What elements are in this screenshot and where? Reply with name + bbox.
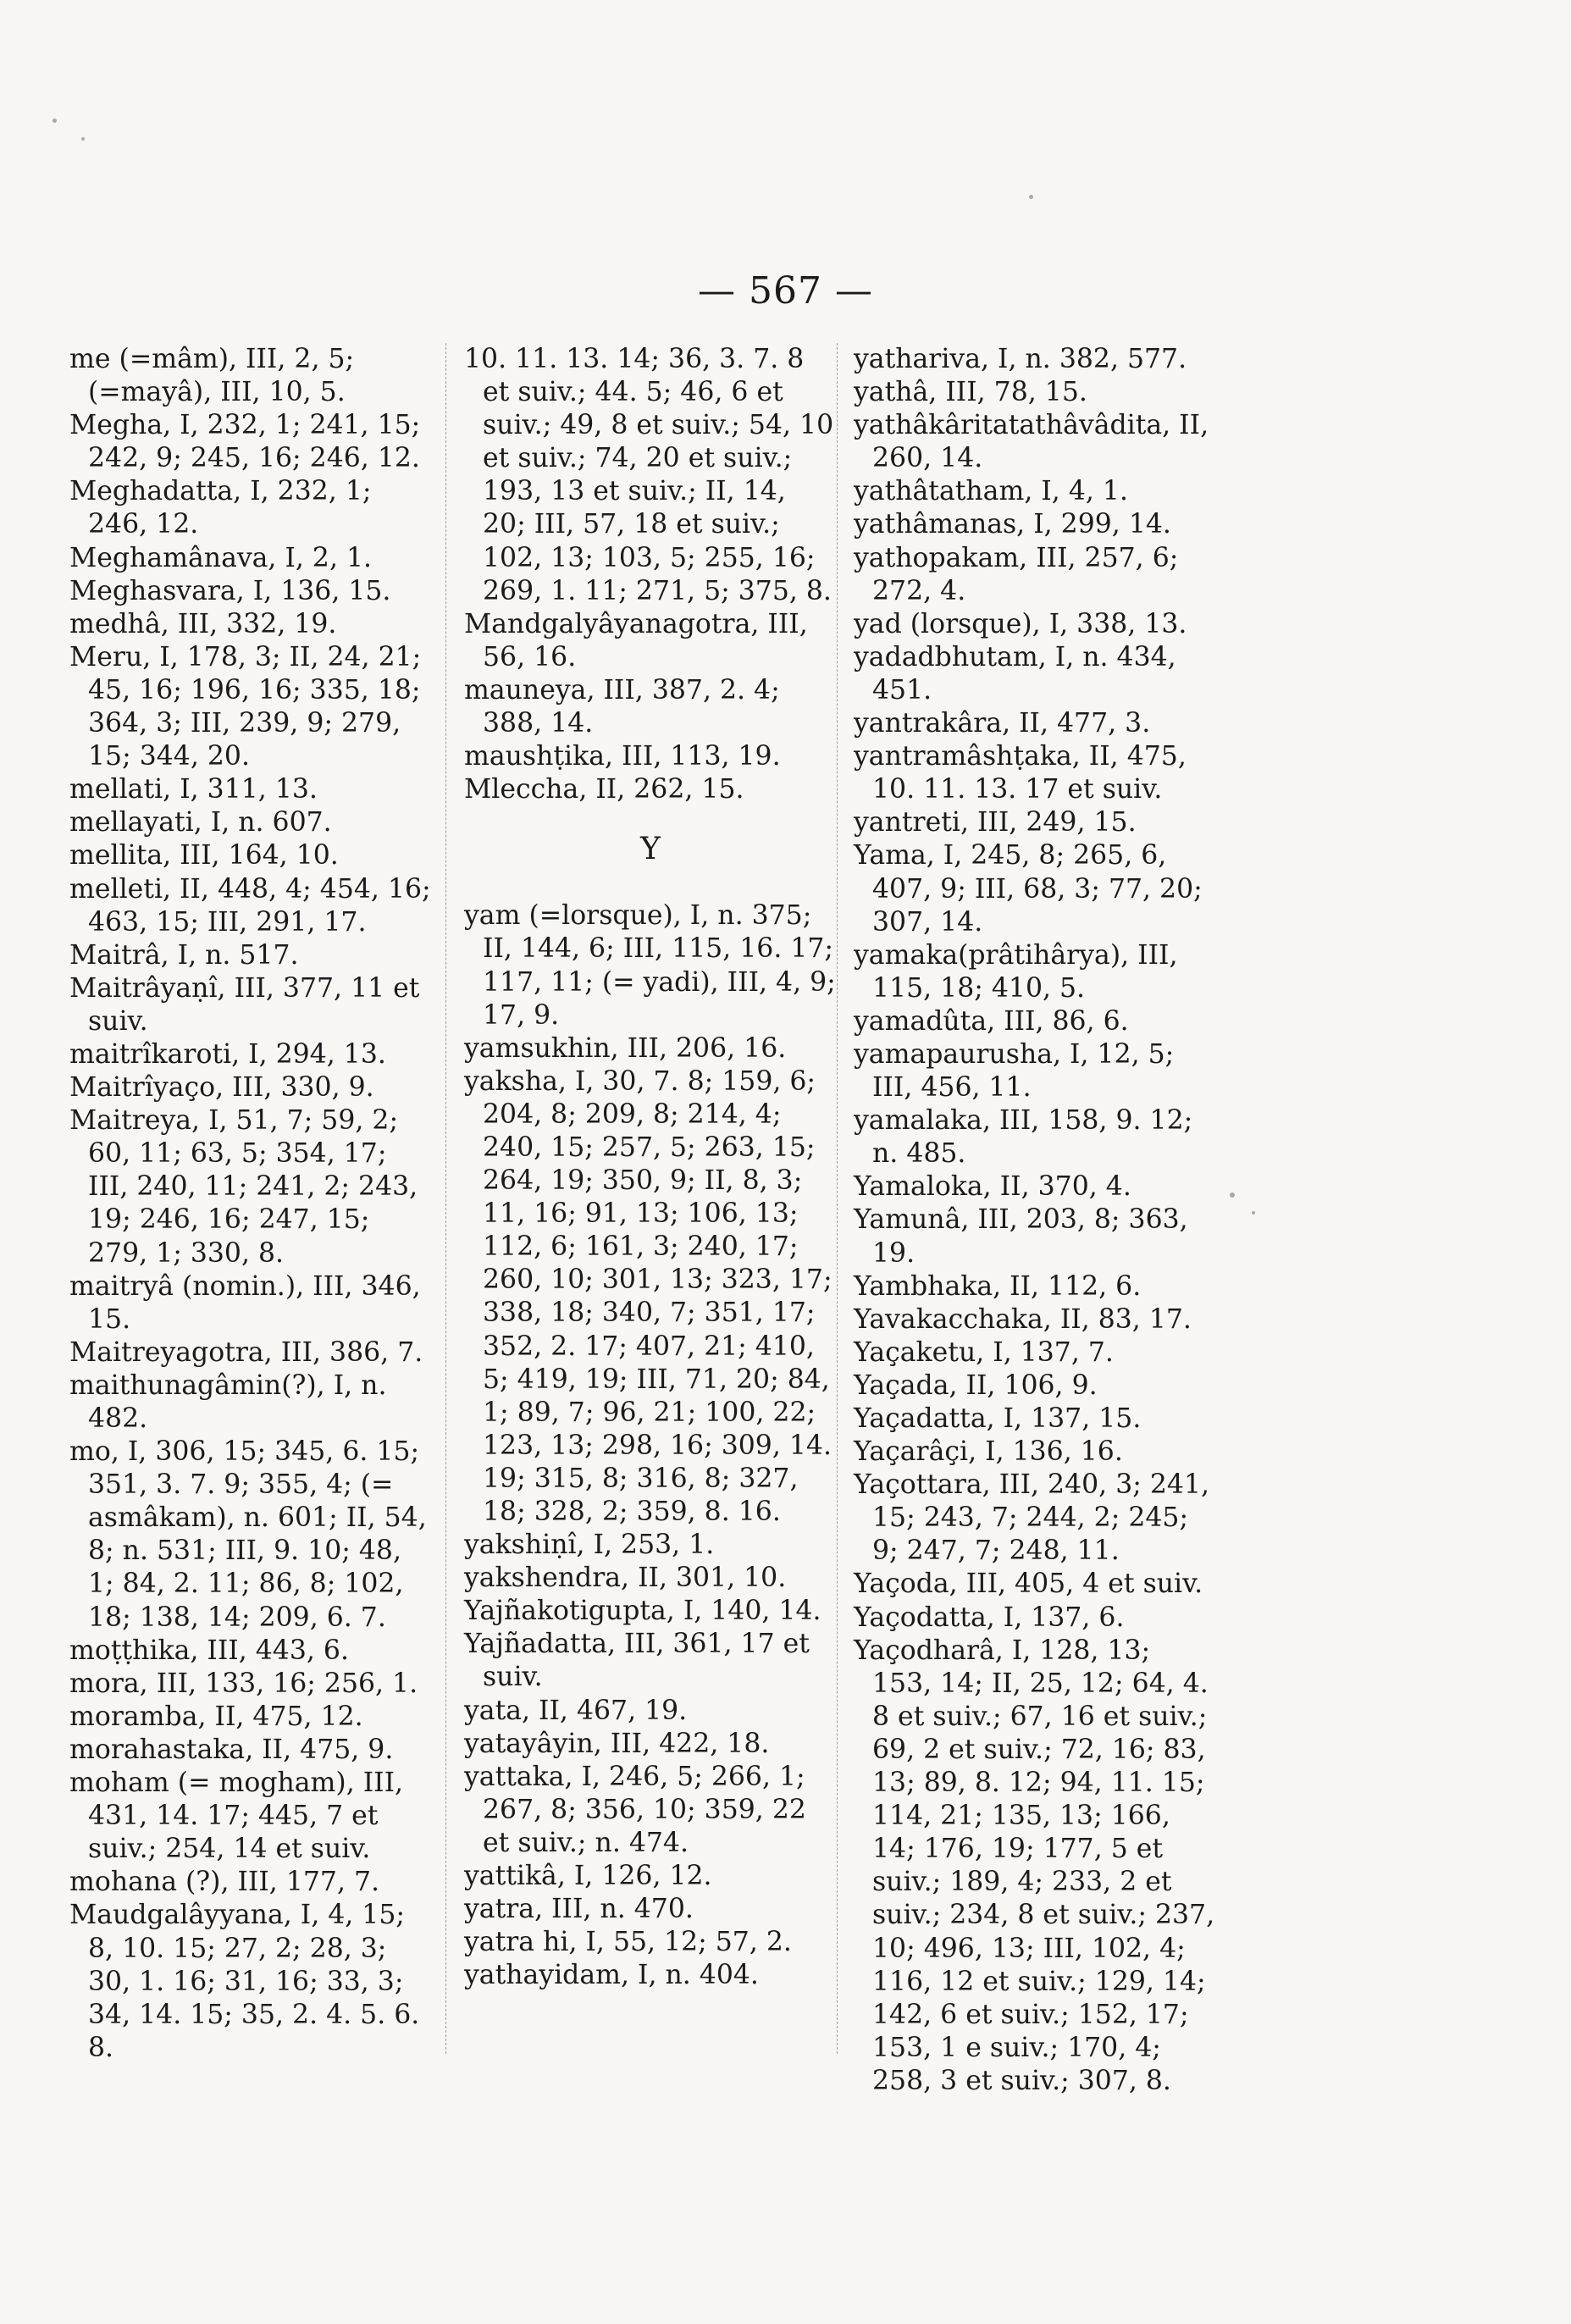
index-entry: medhâ, III, 332, 19. xyxy=(69,608,337,639)
scan-speck xyxy=(1252,1211,1255,1215)
index-entry: yantreti, III, 249, 15. xyxy=(854,807,1137,838)
index-entry: yattikâ, I, 126, 12. xyxy=(464,1861,712,1892)
index-entry: Maudgalâyyana, I, 4, 15; 8, 10. 15; 27, 2; 28, 3; 30, 1. 16; 31, 16; 33, 3; 34, 14. 15; 35, 2. 4. 5. 6. 8. xyxy=(69,1900,420,2063)
index-entry: Yaçaketu, I, 137, 7. xyxy=(854,1336,1114,1368)
scan-speck xyxy=(53,119,57,123)
index-entry: maitryâ (nomin.), III, 346, 15. xyxy=(69,1270,421,1335)
index-entry: moham (= mogham), III, 431, 14. 17; 445, 7 et suiv.; 254, 14 et suiv. xyxy=(69,1768,404,1865)
index-entry: yatayâyin, III, 422, 18. xyxy=(464,1728,770,1759)
index-entry: Yavakacchaka, II, 83, 17. xyxy=(854,1303,1192,1335)
index-entry: yatra, III, n. 470. xyxy=(464,1894,694,1925)
index-entry: yakshendra, II, 301, 10. xyxy=(464,1563,787,1594)
index-entry: mellayati, I, n. 607. xyxy=(69,807,332,838)
index-entry: yam (=lorsque), I, n. 375; II, 144, 6; III, 115, 16. 17; 117, 11; (= yadi), III, 4, 9; 17, 9. xyxy=(464,900,836,1031)
index-entry: yadadbhutam, I, n. 434, 451. xyxy=(854,641,1176,706)
scan-speck xyxy=(81,137,85,141)
index-entry: yathayidam, I, n. 404. xyxy=(464,1960,759,1991)
index-entry: Mleccha, II, 262, 15. xyxy=(464,774,744,805)
page-number: — 567 — xyxy=(698,269,873,313)
index-entry: Meghamânava, I, 2, 1. xyxy=(69,542,373,573)
index-entry: melleti, II, 448, 4; 454, 16; 463, 15; III, 291, 17. xyxy=(69,873,431,938)
index-entry: Maitreyagotra, III, 386, 7. xyxy=(69,1336,423,1368)
index-entry: mo, I, 306, 15; 345, 6. 15; 351, 3. 7. 9; 355, 4; (= asmâkam), n. 601; II, 54, 8; n. 531; III, 9. 10; 48, 1; 84, 2. 11; 86, 8; 102, 18; 138, 14; 209, 6. 7. xyxy=(69,1436,427,1633)
index-entry: 10. 11. 13. 14; 36, 3. 7. 8 et suiv.; 44. 5; 46, 6 et suiv.; 49, 8 et suiv.; 54, 10 et suiv.; 74, 20 et suiv.; 193, 13 et suiv.; II, 14, 20; III, 57, 18 et suiv.; 102, 13; 103, 5; 255, 16; 269, 1. 11; 271, 5; 375, 8. xyxy=(464,344,834,606)
index-column-2 xyxy=(464,343,837,1992)
index-entry: maushṭika, III, 113, 19. xyxy=(464,741,781,772)
index-entry: yathâtatham, I, 4, 1. xyxy=(854,476,1128,507)
index-entry: yathopakam, III, 257, 6; 272, 4. xyxy=(854,542,1179,606)
index-entry: yamalaka, III, 158, 9. 12; n. 485. xyxy=(854,1105,1193,1170)
index-entry: yamsukhin, III, 206, 16. xyxy=(464,1032,787,1064)
index-entry: Yaçada, II, 106, 9. xyxy=(854,1370,1098,1401)
index-column-2-upper xyxy=(464,343,837,806)
index-entry: mora, III, 133, 16; 256, 1. xyxy=(69,1668,418,1699)
index-entry: Maitrâyaṇî, III, 377, 11 et suiv. xyxy=(69,972,420,1037)
index-entry: Megha, I, 232, 1; 241, 15; 242, 9; 245, 16; 246, 12. xyxy=(69,410,421,474)
index-entry: Yambhaka, II, 112, 6. xyxy=(854,1270,1142,1302)
index-entry: yakshiṇî, I, 253, 1. xyxy=(464,1530,715,1561)
index-entry: Yaçottara, III, 240, 3; 241, 15; 243, 7; 244, 2; 245; 9; 247, 7; 248, 11. xyxy=(854,1469,1210,1567)
index-entry: yattaka, I, 246, 5; 266, 1; 267, 8; 356, 10; 359, 22 et suiv.; n. 474. xyxy=(464,1761,806,1858)
index-column-3 xyxy=(854,343,1218,2098)
index-entry: moramba, II, 475, 12. xyxy=(69,1701,363,1732)
index-entry: yatra hi, I, 55, 12; 57, 2. xyxy=(464,1927,792,1958)
index-entry: yata, II, 467, 19. xyxy=(464,1695,688,1726)
index-entry: mellita, III, 164, 10. xyxy=(69,840,339,872)
column-divider xyxy=(837,343,838,2054)
index-entry: Mandgalyâyanagotra, III, 56, 16. xyxy=(464,608,808,672)
index-entry: Yaçadatta, I, 137, 15. xyxy=(854,1403,1142,1434)
index-column-1 xyxy=(69,343,434,2065)
index-entry: Yamunâ, III, 203, 8; 363, 19. xyxy=(854,1204,1188,1269)
index-entry: yantrakâra, II, 477, 3. xyxy=(854,708,1151,739)
index-entry: mohana (?), III, 177, 7. xyxy=(69,1867,380,1898)
index-entry: yad (lorsque), I, 338, 13. xyxy=(854,608,1187,639)
index-entry: Maitrîyaço, III, 330, 9. xyxy=(69,1072,374,1104)
index-column-2-lower xyxy=(464,899,837,1992)
scan-speck xyxy=(1029,195,1033,199)
index-entry: Maitreya, I, 51, 7; 59, 2; 60, 11; 63, 5; 354, 17; III, 240, 11; 241, 2; 243, 19; 246, 16; 247, 15; 279, 1; 330, 8. xyxy=(69,1105,418,1269)
index-entry: Yajñadatta, III, 361, 17 et suiv. xyxy=(464,1629,810,1693)
index-entry: yantramâshṭaka, II, 475, 10. 11. 13. 17 et suiv. xyxy=(854,741,1187,805)
index-entry: Yama, I, 245, 8; 265, 6, 407, 9; III, 68, 3; 77, 20; 307, 14. xyxy=(854,840,1203,938)
index-entry: yathâmanas, I, 299, 14. xyxy=(854,509,1171,540)
section-letter-heading: Y xyxy=(640,832,661,867)
index-entry: mellati, I, 311, 13. xyxy=(69,774,318,805)
index-entry: Maitrâ, I, n. 517. xyxy=(69,939,299,971)
index-entry: morahastaka, II, 475, 9. xyxy=(69,1734,394,1765)
index-entry: Yaçarâçi, I, 136, 16. xyxy=(854,1436,1123,1468)
index-entry: yathariva, I, n. 382, 577. xyxy=(854,344,1187,374)
index-entry: yamapaurusha, I, 12, 5; III, 456, 11. xyxy=(854,1038,1175,1104)
index-entry: moṭṭhika, III, 443, 6. xyxy=(69,1635,349,1666)
scan-speck xyxy=(1230,1192,1235,1198)
index-entry: Yaçodharâ, I, 128, 13; 153, 14; II, 25, 12; 64, 4. 8 et suiv.; 67, 16 et suiv.; 69, 2 et suiv.; 72, 16; 83, 13; 89, 8. 12; 94, 11. 15; 114, 21; 135, 13; 166, 14; 176, 19; 177, 5 et suiv.; 189, 4; 233, 2 et suiv.; 234, 8 et suiv.; 237, 10; 496, 13; III, 102, 4; 116, 12 et suiv.; 129, 14; 142, 6 et suiv.; 152, 17; 153, 1 e suiv.; 170, 4; 258, 3 et suiv.; 307, 8. xyxy=(854,1635,1215,2096)
index-entry: maitrîkaroti, I, 294, 13. xyxy=(69,1038,386,1070)
index-entry: mauneya, III, 387, 2. 4; 388, 14. xyxy=(464,674,780,739)
index-entry: Yajñakotigupta, I, 140, 14. xyxy=(464,1596,821,1627)
index-entry: Yaçodatta, I, 137, 6. xyxy=(854,1602,1125,1633)
index-entry: Yaçoda, III, 405, 4 et suiv. xyxy=(854,1569,1203,1600)
index-entry: Meghadatta, I, 232, 1; 246, 12. xyxy=(69,476,372,540)
index-entry: yathâ, III, 78, 15. xyxy=(854,377,1087,408)
index-entry: Meghasvara, I, 136, 15. xyxy=(69,575,391,606)
index-entry: yamadûta, III, 86, 6. xyxy=(854,1005,1129,1037)
index-entry: Meru, I, 178, 3; II, 24, 21; 45, 16; 196, 16; 335, 18; 364, 3; III, 239, 9; 279, 15; 344, 20. xyxy=(69,641,422,772)
index-entry: Yamaloka, II, 370, 4. xyxy=(854,1171,1131,1203)
index-entry: yaksha, I, 30, 7. 8; 159, 6; 204, 8; 209, 8; 214, 4; 240, 15; 257, 5; 263, 15; 264, 19; 350, 9; II, 8, 3; 11, 16; 91, 13; 106, 13; 112, 6; 161, 3; 240, 17; 260, 10; 301, 13; 323, 17; 338, 18; 340, 7; 351, 17; 352, 2. 17; 407, 21; 410, 5; 419, 19; III, 71, 20; 84, 1; 89, 7; 96, 21; 100, 22; 123, 13; 298, 16; 309, 14. 19; 315, 8; 316, 8; 327, 18; 328, 2; 359, 8. 16. xyxy=(464,1065,833,1527)
index-entry: me (=mâm), III, 2, 5; (=mayâ), III, 10, 5. xyxy=(69,344,355,408)
index-entry: maithunagâmin(?), I, n. 482. xyxy=(69,1370,387,1434)
column-divider xyxy=(445,343,446,2054)
index-entry: yathâkâritatathâvâdita, II, 260, 14. xyxy=(854,410,1209,474)
index-entry: yamaka(prâtihârya), III, 115, 18; 410, 5. xyxy=(854,939,1178,1004)
